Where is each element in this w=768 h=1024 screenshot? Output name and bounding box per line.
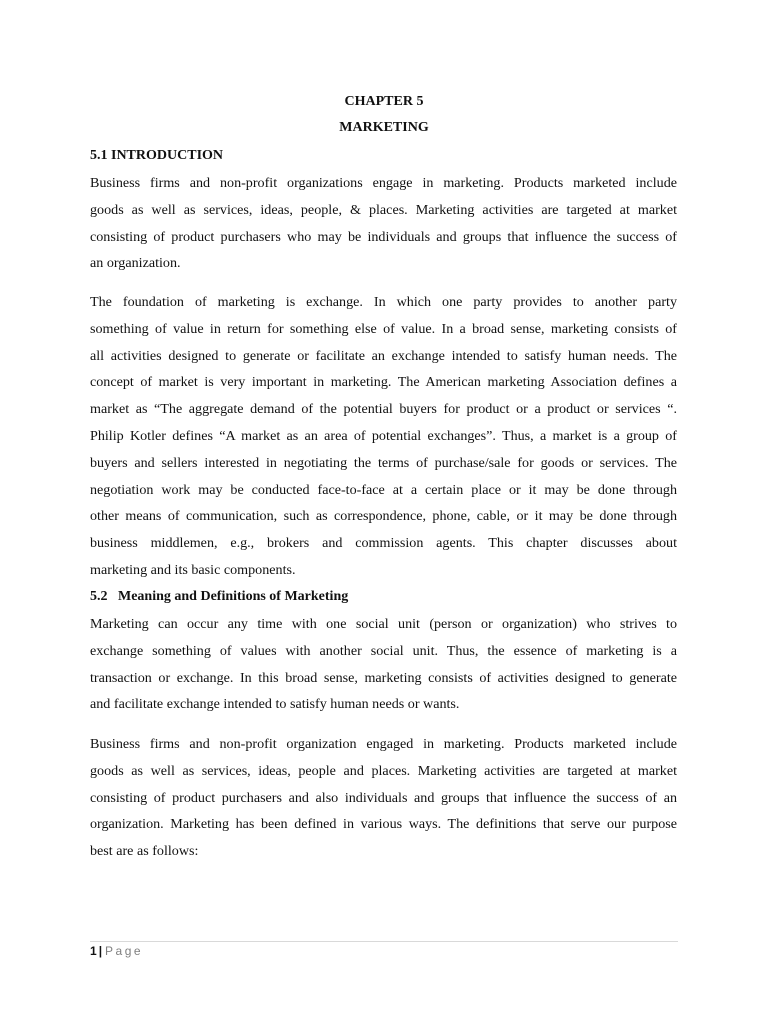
page-footer [90,943,143,959]
paragraph-line: an organization. [90,255,181,272]
meaning-paragraph-1 [90,611,677,718]
paragraph-line: goods as well as services, ideas, people, & places. Marketing activities are targeted at market [90,201,677,218]
paragraph-line: market as “The aggregate demand of the potential buyers for product or a product or services “. [90,401,677,418]
footer-divider [90,941,678,942]
paragraph-line: Business firms and non-profit organization engaged in marketing. Products marketed include [90,736,677,752]
paragraph-line: all activities designed to generate or facilitate an exchange intended to satisfy human needs. The [90,347,677,364]
section-heading-introduction: 5.1 INTRODUCTION [90,148,224,163]
paragraph-line: something of value in return for something else of value. In a broad sense, marketing consists of [90,320,677,337]
paragraph-line: other means of communication, such as correspondence, phone, cable, or it may be done through [90,508,677,525]
paragraph-line: Business firms and non-profit organizations engage in marketing. Products marketed include [90,175,677,191]
meaning-paragraph-2 [90,731,677,865]
paragraph-line: best are as follows: [90,843,199,860]
chapter-title: MARKETING [339,120,429,135]
footer-separator: | [98,944,103,958]
page-label: Page [105,944,144,958]
paragraph-line: marketing and its basic components. [90,561,296,578]
page-number: 1 [90,944,97,958]
chapter-number: CHAPTER 5 [344,94,424,109]
paragraph-line: organization. Marketing has been defined in various ways. The definitions that serve our purpose [90,816,677,833]
paragraph-line: consisting of product purchasers who may be individuals and groups that influence the success of [90,228,677,245]
paragraph-line: negotiation work may be conducted face-to-face at a certain place or it may be done through [90,481,677,498]
intro-paragraph-2 [90,289,677,584]
paragraph-line: exchange something of values with another social unit. Thus, the essence of marketing is a [90,642,677,659]
paragraph-line: goods as well as services, ideas, people and places. Marketing activities are targeted at market [90,762,677,779]
paragraph-line: concept of market is very important in marketing. The American marketing Association defines a [90,374,677,391]
paragraph-line: transaction or exchange. In this broad sense, marketing consists of activities designed to generate [90,669,677,686]
paragraph-line: The foundation of marketing is exchange. In which one party provides to another party [90,294,677,310]
intro-paragraph-1 [90,170,677,277]
paragraph-line: consisting of product purchasers and also individuals and groups that influence the success of an [90,789,677,806]
paragraph-line: buyers and sellers interested in negotiating the terms of purchase/sale for goods or services. The [90,454,677,471]
paragraph-line: Philip Kotler defines “A market as an area of potential exchanges”. Thus, a market is a group of [90,427,677,444]
section-heading-meaning-definitions: 5.2 Meaning and Definitions of Marketing [90,589,349,604]
paragraph-line: Marketing can occur any time with one social unit (person or organization) who strives to [90,616,677,632]
paragraph-line: and facilitate exchange intended to satisfy human needs or wants. [90,696,460,713]
paragraph-line: business middlemen, e.g., brokers and commission agents. This chapter discusses about [90,535,677,552]
